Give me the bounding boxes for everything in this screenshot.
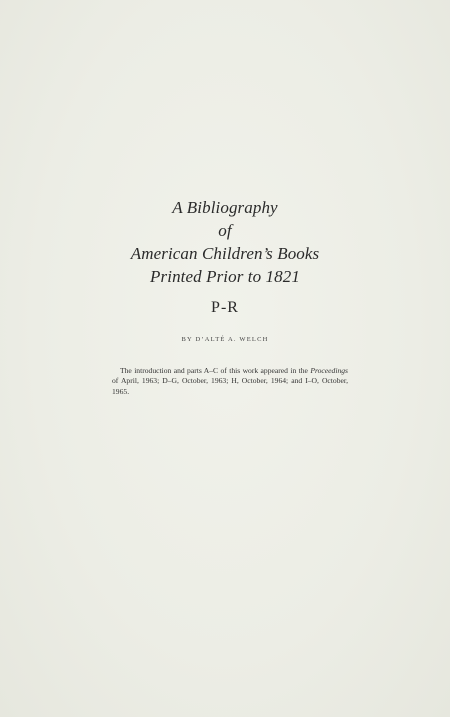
letter-range: P-R (211, 299, 239, 316)
book-title (0, 196, 450, 288)
intro-text-italic: Proceedings (310, 366, 348, 375)
title-line-3: American Children’s Books (130, 244, 320, 263)
title-line-2: of (218, 221, 232, 240)
author-byline: BY D’ALTÉ A. WELCH (181, 336, 269, 343)
intro-text-part-1: The introduction and parts A–C of this work appeared in the (120, 366, 308, 375)
intro-paragraph (112, 366, 348, 397)
title-line-1: A Bibliography (172, 198, 278, 217)
intro-text-part-2: of April, 1963; D–G, October, 1963; H, October, 1964; and I–O, October, 1965. (112, 376, 348, 396)
title-line-4: Printed Prior to 1821 (150, 267, 300, 286)
